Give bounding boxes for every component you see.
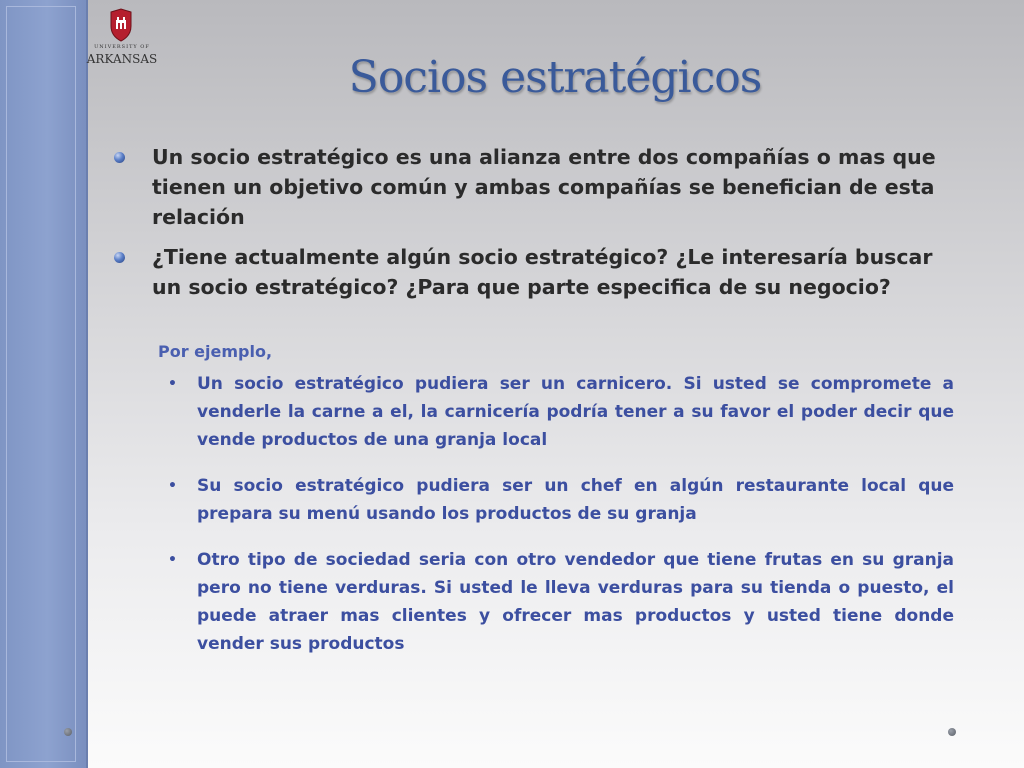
university-logo <box>86 8 158 68</box>
main-bullet <box>110 242 950 302</box>
dot-bullet-icon: • <box>168 478 177 494</box>
side-bar <box>0 0 88 768</box>
main-bullet-text: ¿Tiene actualmente algún socio estratégico? ¿Le interesaría buscar un socio estratégico? ¿Para que parte especifica de su negocio? <box>152 245 933 299</box>
right-dot-ornament <box>948 728 956 736</box>
dot-bullet-icon: • <box>168 376 177 392</box>
logo-wordmark: ARKANSAS <box>86 52 158 66</box>
sub-bullet-text: Otro tipo de sociedad seria con otro vendedor que tiene frutas en su granja pero no tiene verduras. Si usted le lleva verduras para su tienda o puesto, el puede atraer mas clientes y ofrecer mas productos y usted tiene donde vender sus productos <box>197 550 954 654</box>
sub-bullet-text: Su socio estratégico pudiera ser un chef en algún restaurante local que prepara su menú usando los productos de su granja <box>197 476 954 524</box>
dot-bullet-icon: • <box>168 552 177 568</box>
bullet-orb-icon <box>114 252 125 263</box>
example-label: Por ejemplo, <box>158 342 273 361</box>
sub-bullet-list <box>160 370 954 676</box>
main-bullet-text: Un socio estratégico es una alianza entre dos compañías o mas que tienen un objetivo común y ambas compañías se benefician de esta relación <box>152 145 936 229</box>
left-dot-ornament <box>64 728 72 736</box>
side-bar-frame <box>6 6 76 762</box>
main-bullet <box>110 142 950 232</box>
logo-small-text: UNIVERSITY OF <box>94 44 150 50</box>
sub-bullet <box>160 370 954 454</box>
slide-title: Socios estratégicos <box>348 52 762 103</box>
bullet-orb-icon <box>114 152 125 163</box>
main-bullet-list <box>110 142 950 312</box>
sub-bullet-text: Un socio estratégico pudiera ser un carnicero. Si usted se compromete a venderle la carne a el, la carnicería podría tener a su favor el poder decir que vende productos de una granja local <box>197 374 954 450</box>
shield-crest-icon <box>108 8 134 42</box>
sub-bullet <box>160 546 954 658</box>
sub-bullet <box>160 472 954 528</box>
